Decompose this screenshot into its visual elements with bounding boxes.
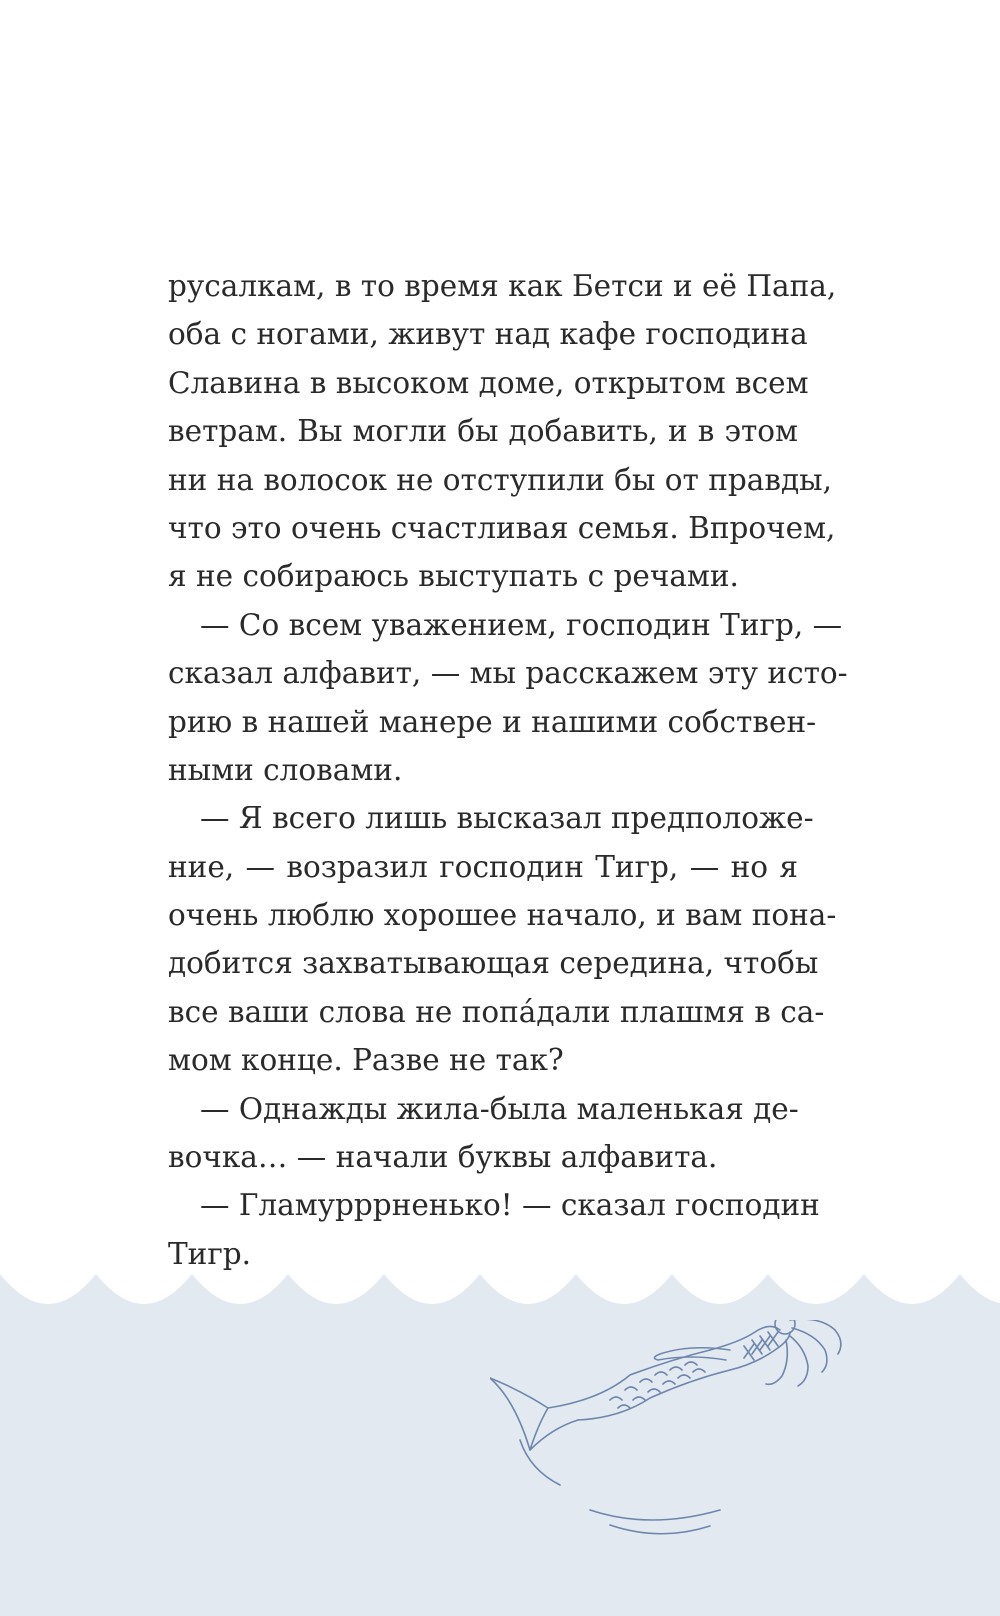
text-line: — Со всем уважением, господин Тигр, — xyxy=(200,607,843,642)
mermaid-illustration xyxy=(490,1320,890,1590)
text-line: — Однажды жила-была маленькая де- xyxy=(200,1091,799,1126)
text-line: рию в нашей манере и нашими собствен- xyxy=(168,704,817,739)
body-text xyxy=(168,262,848,1278)
text-line: все ваши слова не попа́дали плашмя в са- xyxy=(168,994,825,1029)
text-line: вочка… — начали буквы алфавита. xyxy=(168,1140,718,1175)
text-line: Славина в высоком доме, открытом всем xyxy=(168,365,809,400)
text-line: ветрам. Вы могли бы добавить, и в этом xyxy=(168,414,798,449)
text-line: добится захватывающая середина, чтобы xyxy=(168,946,819,981)
text-line: что это очень счастливая семья. Впрочем, xyxy=(168,510,836,545)
text-line: ными словами. xyxy=(168,752,403,787)
text-line: очень люблю хорошее начало, и вам пона- xyxy=(168,898,837,933)
text-line: ние, — возразил господин Тигр, — но я xyxy=(168,849,798,884)
text-line: я не собираюсь выступать с речами. xyxy=(168,559,739,594)
text-line: мом конце. Разве не так? xyxy=(168,1043,564,1078)
text-line: Тигр. xyxy=(168,1236,252,1271)
text-line: — Гламурррненько! — сказал господин xyxy=(200,1188,820,1223)
text-line: сказал алфавит, — мы расскажем эту исто- xyxy=(168,656,848,691)
text-line: оба с ногами, живут над кафе господина xyxy=(168,317,808,352)
text-line: — Я всего лишь высказал предположе- xyxy=(200,801,814,836)
text-line: ни на волосок не отступили бы от правды, xyxy=(168,462,833,497)
text-line: русалкам, в то время как Бетси и её Папа, xyxy=(168,269,837,303)
